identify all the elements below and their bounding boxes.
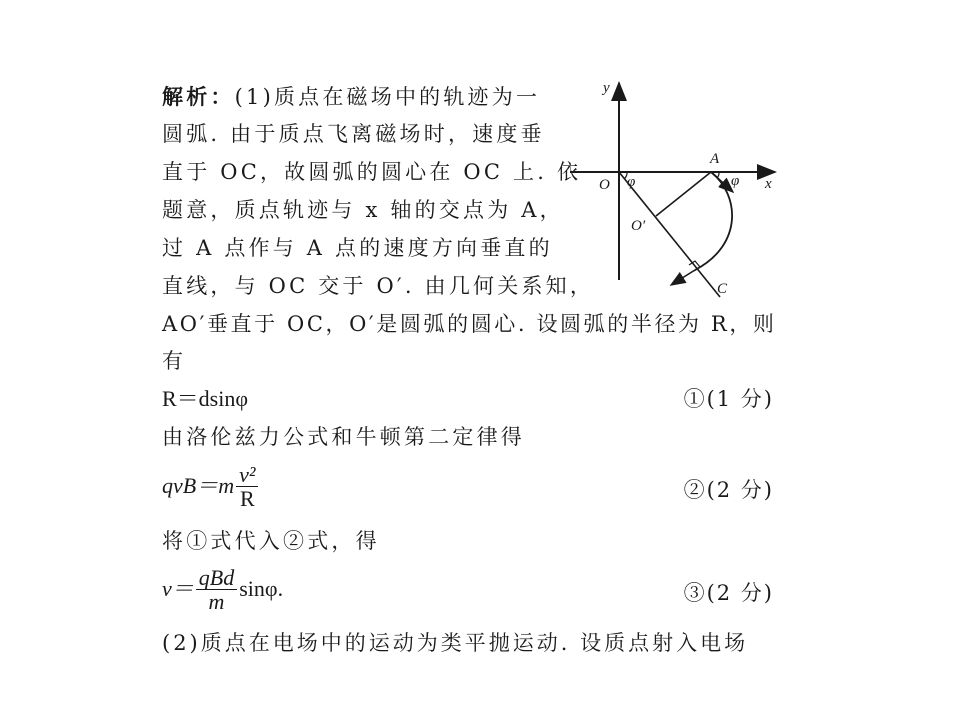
line-8: 有 (162, 349, 187, 373)
ao-prime-line (656, 172, 711, 216)
line-11: (2)质点在电场中的运动为类平抛运动. 设质点射入电场 (162, 631, 749, 655)
line-5: 过 A 点作与 A 点的速度方向垂直的 (162, 236, 553, 260)
oc-line (619, 172, 720, 297)
equation-1: R＝dsinφ (162, 386, 249, 411)
velocity-a-arrow (711, 172, 733, 192)
label-phi-2: φ (731, 173, 740, 189)
equation-2: qvB＝m $\frac{\text{v²}}{R}$ (162, 462, 260, 511)
trajectory-diagram (565, 75, 790, 305)
line-3: 直于 OC，故圆弧的圆心在 OC 上. 依 (162, 160, 582, 184)
solution-heading: 解析： (162, 84, 235, 109)
line-9: 由洛伦兹力公式和牛顿第二定律得 (162, 425, 525, 449)
equation-3: v＝ $\frac{\text{qBd}}{m}$ sinφ. (162, 565, 284, 615)
equation-2-tag: ②(2 分) (683, 478, 774, 502)
label-o-prime: O′ (631, 218, 646, 234)
line-4: 题意，质点轨迹与 x 轴的交点为 A， (162, 198, 564, 222)
equation-3-tag: ③(2 分) (683, 581, 774, 605)
line-1: 解析：(1)质点在磁场中的轨迹为一 (162, 84, 541, 109)
label-c: C (717, 281, 728, 297)
line-2: 圆弧. 由于质点飞离磁场时，速度垂 (162, 122, 545, 146)
line-10: 将①式代入②式，得 (162, 529, 380, 553)
label-a: A (710, 151, 720, 167)
line-6: 直线，与 OC 交于 O′. 由几何关系知， (162, 274, 595, 298)
equation-1-tag: ①(1 分) (683, 387, 774, 411)
label-y: y (603, 80, 610, 96)
velocity-exit-arrow (671, 270, 695, 285)
label-o: O (599, 177, 610, 193)
label-x: x (765, 176, 772, 192)
label-phi-1: φ (627, 174, 636, 190)
line-7: AO′垂直于 OC，O′是圆弧的圆心. 设圆弧的半径为 R，则 (162, 312, 777, 336)
